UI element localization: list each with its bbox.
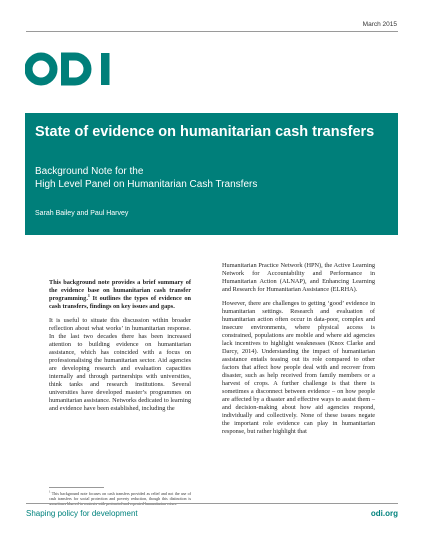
footer-divider <box>26 503 398 504</box>
logo-o <box>29 57 54 82</box>
footnote-number: 1 <box>49 489 51 494</box>
body-paragraph-1: It is useful to situate this discussion within broader reflection about what works’ in humanitarian response. In the last two decades there has been increased attention to building evidence on humanitarian assistance, which has coincided with a focus on professionalising the humanitarian sector. Aid agencies are developing research and evaluation capacities internally and through partnerships with universities, think tanks and research institutions. Several universities have developed master’s programmes on humanitarian assistance. Networks dedicated to learning and evidence have been established, including the <box>49 317 191 412</box>
footnote-text: This background note focuses on cash transfers provided as relief and not the use of cash transfers for social protection and poverty reduction, though this distinction is sometimes blurred in contexts with protracted and repeated humanitarian crises. <box>49 491 191 506</box>
footer-site-link[interactable]: odi.org <box>370 509 398 518</box>
subtitle-line-1: Background Note for the <box>35 166 144 177</box>
footer-tagline: Shaping policy for development <box>26 509 138 518</box>
authors: Sarah Bailey and Paul Harvey <box>35 210 129 217</box>
body-paragraph-3: However, there are challenges to getting ‘good’ evidence in humanitarian settings. Research and evaluation of humanitarian action often occur in data-poor, complex and insecure environments, where physical access is constrained, populations are mobile and where aid agencies lack incentives to highlight weaknesses (Knox Clarke and Darcy, 2014). Understanding the impact of humanitarian assistance entails teasing out its role compared to other factors that affect how people deal with and recover from disaster, such as help received from family members or a harvest of crops. A further challenge is that there is sometimes a disconnect between evidence – on how people are affected by a disaster and effective ways to assist them – and decision-making about how aid agencies respond, individually and collectively. None of these issues negate the important role evidence can play in humanitarian response, but rather highlight that <box>222 300 375 435</box>
document-subtitle <box>35 165 385 191</box>
footnote-divider <box>49 487 104 488</box>
left-column <box>49 279 191 419</box>
document-title: State of evidence on humanitarian cash transfers <box>35 124 375 140</box>
lead-text-2: It outlines the types of evidence on cash transfers, findings on key issues and gaps. <box>49 295 191 310</box>
subtitle-line-2: High Level Panel on Humanitarian Cash Transfers <box>35 179 258 190</box>
body-paragraph-2: Humanitarian Practice Network (HPN), the Active Learning Network for Accountability and Performance in Humanitarian Action (ALNAP), and Enhancing Learning and Research for Humanitarian Assistance (ELRHA). <box>222 262 375 293</box>
right-column <box>222 262 375 442</box>
logo-d <box>65 57 87 82</box>
logo-i <box>101 53 110 85</box>
header-divider <box>26 31 398 32</box>
footnote-marker[interactable]: 1 <box>87 292 90 298</box>
odi-logo <box>25 52 125 86</box>
title-banner <box>25 113 398 235</box>
lead-text-1: This background note provides a brief summary of the evidence base on humanitarian cash transfer programming. <box>49 279 191 302</box>
lead-paragraph <box>49 279 191 311</box>
publication-date: March 2015 <box>362 21 397 28</box>
